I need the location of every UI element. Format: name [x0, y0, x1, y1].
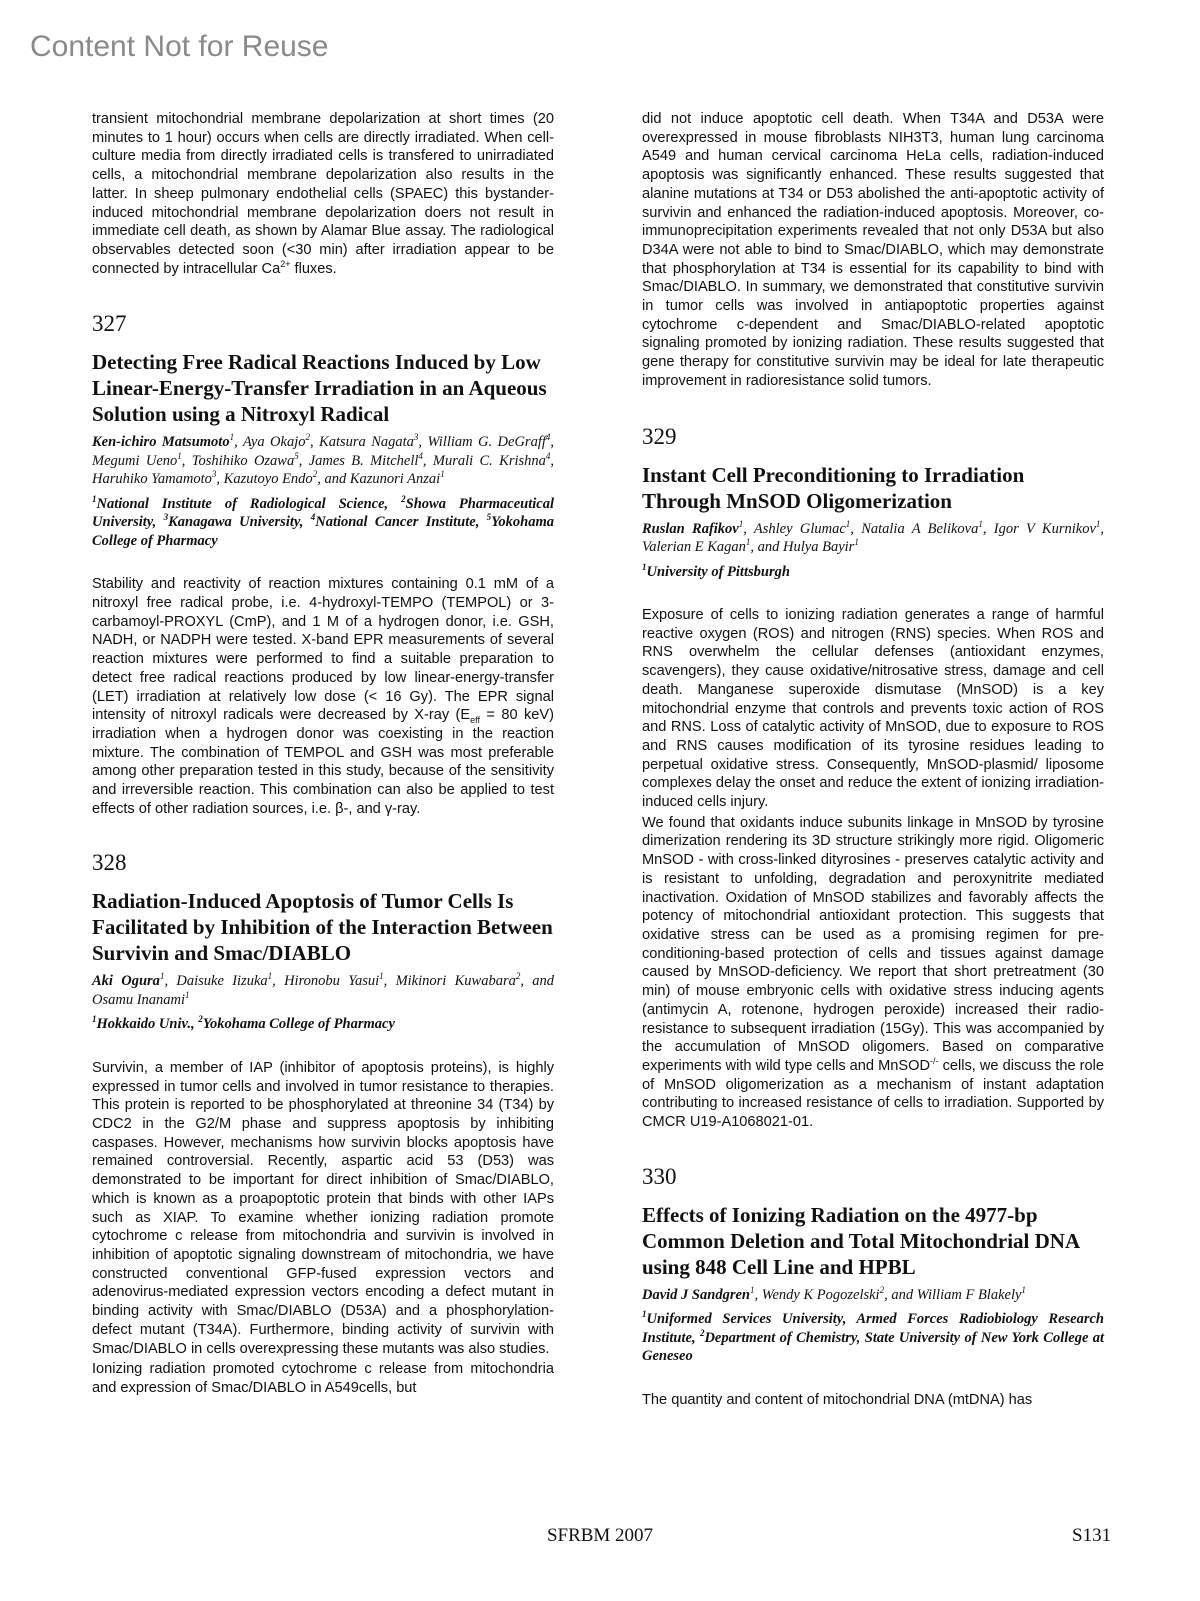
- affiliation-text: Hokkaido Univ.,: [96, 1016, 199, 1033]
- intro-paragraph: [92, 110, 554, 278]
- affiliation-sup: 1: [92, 1014, 97, 1025]
- abstract-title: Detecting Free Radical Reactions Induced by Low Linear-Energy-Transfer Irradiation in an Aqueous Solution using a Nitroxyl Radical: [92, 350, 547, 427]
- affiliation-text: University of Pittsburgh: [646, 563, 790, 580]
- affiliation-text: Showa Pharmaceutical University,: [92, 495, 554, 531]
- author-separator: , and: [317, 471, 350, 488]
- intro-sup: 2+: [280, 258, 291, 269]
- author-name: Osamu Inanami: [92, 991, 186, 1008]
- author-separator: ,: [164, 973, 177, 990]
- author-sup: 1: [845, 518, 851, 529]
- affiliation-text: Yokohama College of Pharmacy: [202, 1016, 395, 1033]
- author-name: Megumi Ueno: [92, 452, 178, 469]
- author-sup: 1: [745, 537, 751, 548]
- author-sup: 3: [413, 432, 419, 443]
- body-sup: -/-: [930, 1056, 939, 1067]
- author-separator: ,: [309, 434, 320, 451]
- abstract-affiliations: [92, 495, 554, 551]
- author-separator: ,: [234, 434, 243, 451]
- intro-end: fluxes.: [290, 260, 337, 277]
- abstract-body: [92, 575, 554, 818]
- abstract-title: Radiation-Induced Apoptosis of Tumor Cells Is Facilitated by Inhibition of the Interaction Between Survivin and Smac/DIABLO: [92, 889, 553, 966]
- author-sup: 1: [159, 971, 165, 982]
- author-sup: 1: [229, 432, 235, 443]
- author-name: William G. DeGraff: [427, 434, 546, 451]
- author-separator: , and: [884, 1286, 917, 1303]
- affiliation-sup: 5: [486, 512, 492, 523]
- author-separator: , and: [520, 973, 555, 990]
- watermark: Content Not for Reuse: [30, 30, 329, 63]
- author-name: Murali C. Krishna: [432, 452, 546, 469]
- author-name: Kazunori Anzai: [349, 471, 441, 488]
- author-sup: 1: [1095, 518, 1101, 529]
- abstract-authors: [642, 1286, 1104, 1305]
- author-name: James B. Mitchell: [308, 452, 419, 469]
- abstract-body: Ionizing radiation promoted cytochrome c release from mitochondria and expression of Smac/DIABLO in A549cells, but: [92, 1361, 554, 1396]
- author-name: Kazutoyo Endo: [223, 471, 313, 488]
- body-text: = 80 keV) irradiation when a hydrogen donor was coexisting in the reaction mixture. The combination of TEMPOL and GSH was most preferable among other preparation tested in this study, because of the sensitivity and irreversible reaction. This combination can also be applied to test effects of other radiation sources, i.e. β-, and γ-ray.: [92, 707, 554, 817]
- affiliation-sup: 2: [198, 1014, 203, 1025]
- author-sup: 4: [545, 451, 551, 461]
- author-name: Haruhiko Yamamoto: [92, 471, 212, 488]
- author-name: Aki Ogura: [92, 973, 160, 990]
- abstract-authors: [92, 433, 554, 489]
- affiliation-text: Kanagawa University,: [168, 514, 311, 531]
- intro-text: transient mitochondrial membrane depolarization at short times (20 minutes to 1 hour) occurs when cells are directly irradiated. When cell-culture media from directly irradiated cells is transfered to unirradiated cells, a mitochondrial membrane depolarization also results in the latter. In sheep pulmonary endothelial cells (SPAEC) this bystander-induced mitochondrial membrane depolarization doers not result in immediate cell death, as shown by Alamar Blue assay. The radiological observables detected soon (<30 min) after irradiation appear to be connected by intracellular Ca: [92, 111, 554, 277]
- abstract-title: Effects of Ionizing Radiation on the 4977-bp Common Deletion and Total Mitochondrial DNA using 848 Cell Line and HPBL: [642, 1202, 1079, 1279]
- author-separator: ,: [418, 434, 428, 451]
- affiliation-sup: 3: [163, 512, 169, 523]
- author-sup: 1: [185, 990, 190, 1001]
- abstract-number: 329: [642, 423, 677, 449]
- author-separator: ,: [216, 471, 224, 488]
- author-separator: ,: [850, 520, 862, 537]
- author-separator: ,: [422, 452, 433, 469]
- author-sup: 2: [312, 469, 318, 480]
- author-separator: ,: [1100, 520, 1105, 537]
- author-name: Katsura Nagata: [319, 434, 414, 451]
- abstract-330: [642, 1164, 1104, 1410]
- author-sup: 1: [177, 451, 182, 461]
- author-separator: ,: [298, 452, 309, 469]
- right-column: [642, 110, 1104, 1409]
- author-sup: 1: [854, 537, 859, 548]
- author-separator: ,: [383, 973, 396, 990]
- affiliation-sup: 4: [310, 512, 316, 523]
- author-name: Ken-ichiro Matsumoto: [92, 434, 230, 451]
- author-separator: ,: [272, 973, 285, 990]
- body-text: Stability and reactivity of reaction mixtures containing 0.1 mM of a nitroxyl free radical probe, i.e. 4-hydroxyl-TEMPO (TEMPOL) or 3-carbamoyl-PROXYL (CmP), and 1 M of a hydrogen donor, i.e. GSH, NADH, or NADPH were tested. X-band EPR measurements of several reaction mixtures were performed to find a suitable preparation to detect free radical reactions produced by low linear-energy-transfer (LET) irradiation at relatively low dose (< 16 Gy). The EPR signal intensity of nitroxyl radicals were decreased by X-ray (E: [92, 576, 554, 724]
- author-sup: 2: [515, 971, 521, 982]
- abstract-body: The quantity and content of mitochondrial DNA (mtDNA) has: [642, 1391, 1033, 1408]
- author-sup: 3: [211, 469, 217, 480]
- affiliation-text: National Cancer Institute,: [315, 514, 487, 531]
- author-sup: 1: [978, 518, 983, 529]
- affiliation-text: Uniformed Services University, Armed Forces Radiobiology Research Institute,: [642, 1311, 1104, 1346]
- affiliation-text: National Institute of Radiological Science,: [96, 495, 402, 512]
- author-sup: 1: [749, 1284, 755, 1295]
- author-name: Ashley Glumac: [753, 520, 846, 537]
- left-column: [92, 110, 554, 1398]
- affiliation-text: Department of Chemistry, State University of New York College at Geneseo: [642, 1329, 1104, 1365]
- author-sup: 4: [418, 451, 423, 461]
- affiliation-sup: 1: [92, 494, 97, 504]
- author-name: Aya Okajo: [242, 434, 306, 451]
- author-sup: 1: [379, 971, 384, 982]
- author-name: Ruslan Rafikov: [642, 520, 739, 537]
- author-separator: , and: [750, 539, 784, 556]
- author-name: William F Blakely: [916, 1286, 1022, 1303]
- affiliation-text: Yokohama College of Pharmacy: [92, 514, 554, 549]
- author-separator: ,: [181, 452, 192, 469]
- author-sup: 5: [294, 451, 299, 461]
- abstract-affiliations: [92, 1015, 554, 1034]
- abstract-title: Instant Cell Preconditioning to Irradiation Through MnSOD Oligomerization: [642, 462, 1025, 513]
- author-name: Igor V Kurnikov: [993, 520, 1096, 537]
- author-separator: ,: [550, 434, 555, 451]
- footer-journal: SFRBM 2007: [546, 1525, 654, 1546]
- body-text: cells, we discuss the role of MnSOD oligomerization as a mechanism of instant adaptation contributing to increased resistance of cells to irradiation. Supported by CMCR U19-A1068021-01.: [642, 1057, 1105, 1131]
- author-name: Wendy K Pogozelski: [761, 1286, 880, 1303]
- abstract-affiliations: [642, 1310, 1104, 1366]
- author-name: Valerian E Kagan: [642, 539, 746, 556]
- author-name: David J Sandgren: [642, 1286, 750, 1303]
- affiliation-sup: 1: [642, 561, 647, 572]
- author-name: Mikinori Kuwabara: [395, 973, 516, 990]
- author-separator: ,: [754, 1286, 762, 1303]
- abstract-number: 328: [92, 850, 127, 876]
- affiliation-sup: 2: [699, 1327, 705, 1338]
- abstract-number: 330: [642, 1163, 677, 1189]
- body-text: We found that oxidants induce subunits linkage in MnSOD by tyrosine dimerization rendering its 3D structure strikingly more rigid. Oligomeric MnSOD - with cross-linked dityrosines - preserves catalytic activity and is resistant to unfolding, degradation and peroxynitrite mediated inactivation. Oxidation of MnSOD stabilizes and favorably affects the potency of mitochondrial antioxidant protection. This suggests that oxidative stress can be used as a promising regimen for pre-conditioning-based protection of cells and tissues against damage caused by MnSOD-deficiency. We report that short pretreatment (30 min) of mouse embryonic cells with oxidative stress inducing agents (antimycin A, rotenone, hydrogen peroxide) increased their radio-resistance to subsequent irradiation (15Gy). This was accompanied by the accumulation of MnSOD oligomers. Based on comparative experiments with wild type cells and MnSOD: [642, 814, 1104, 1074]
- abstract-authors: [92, 972, 554, 1009]
- abstract-number: 327: [92, 311, 127, 337]
- abstract-body: Exposure of cells to ionizing radiation generates a range of harmful reactive oxygen (ROS) and nitrogen (RNS) species. When ROS and RNS overwhelm the cellular defenses (antioxidant enzymes, scavengers), they cause oxidative/nitrosative stress, damage and cell death. Manganese superoxide dismutase (MnSOD) is a key mitochondrial enzyme that controls and prevents toxic action of ROS and RNS. Loss of catalytic activity of MnSOD, due to exposure to ROS and RNS causes modification of its tyrosine residues leading to perpetual oxidative stress. Consequently, MnSOD-plasmid/ liposome complexes delay the onset and reduce the extent of ionizing irradiation-induced cells injury.: [642, 607, 1104, 811]
- author-name: Natalia A Belikova: [861, 520, 979, 537]
- continued-paragraph: did not induce apoptotic cell death. When T34A and D53A were overexpressed in mouse fibroblasts NIH3T3, human lung carcinoma A549 and human cervical carcinoma HeLa cells, radiation-induced apoptosis was significantly enhanced. These results suggested that alanine mutations at T34 or D53 abolished the anti-apoptotic activity of survivin and enhanced the radiation-induced apoptosis. Moreover, co-immunoprecipitation experiments revealed that not only D53A but also D34A were not able to bind to Smac/DIABLO, which may demonstrate that phosphorylation at T34 is essential for its capability to bind with Smac/DIABLO. In summary, we demonstrated that constitutive survivin in tumor cells was involved in antiapoptotic properties against cytochrome c-dependent and Smac/DIABLO-related apoptotic signaling promoted by ionizing radiation. These results suggested that gene therapy for constitutive survivin may be ideal for late therapeutic improvement in radioresistance solid tumors.: [642, 111, 1104, 389]
- author-sup: 1: [1021, 1284, 1026, 1295]
- affiliation-sup: 2: [401, 494, 406, 504]
- author-sup: 1: [440, 469, 445, 480]
- author-sup: 2: [879, 1284, 885, 1295]
- author-name: Hulya Bayir: [783, 539, 855, 556]
- author-name: Hironobu Yasui: [284, 973, 380, 990]
- abstract-body: Survivin, a member of IAP (inhibitor of apoptosis proteins), is highly expressed in tumor cells and involved in tumor resistance to therapies. This protein is reported to be phosphorylated at threonine 34 (T34) by CDC2 in the G2/M phase and suppress apoptosis by inhibiting caspases. However, mechanisms how survivin blocks apoptosis have remained controversial. Recently, aspartic acid 53 (D53) was demonstrated to be important for direct inhibition of Smac/DIABLO, which is known as a proapoptotic protein that binds with other IAPs such as XIAP. To examine whether ionizing radiation promote cytochrome c release from mitochondria and survivin is involved in inhibition of apoptotic signaling downstream of mitochondria, we have constructed conventional GFP-fused expression vectors and adenovirus-mediated expression vectors encoding a defect mutant in binding activity with Smac/DIABLO (D53A) and a phosphorylation-defect mutant (T34A). Furthermore, binding activity of survivin with Smac/DIABLO in cells overexpressing these mutants was also studies.: [92, 1059, 554, 1357]
- author-separator: ,: [982, 520, 994, 537]
- abstract-328: [92, 850, 554, 1397]
- author-separator: ,: [550, 452, 555, 469]
- body-sub: eff: [470, 715, 480, 726]
- footer-page-number: S131: [1072, 1525, 1112, 1546]
- abstract-329: [642, 424, 1104, 1132]
- author-sup: 4: [545, 432, 551, 443]
- affiliation-sup: 1: [642, 1309, 647, 1320]
- author-sup: 1: [738, 518, 744, 529]
- abstract-authors: [642, 520, 1104, 557]
- abstract-affiliations: [642, 563, 1104, 582]
- author-name: Toshihiko Ozawa: [191, 452, 295, 469]
- author-sup: 2: [305, 432, 310, 443]
- author-separator: ,: [743, 520, 754, 537]
- author-sup: 1: [267, 971, 273, 982]
- abstract-body: [642, 814, 1104, 1132]
- author-name: Daisuke Iizuka: [176, 973, 268, 990]
- abstract-327: [92, 311, 554, 818]
